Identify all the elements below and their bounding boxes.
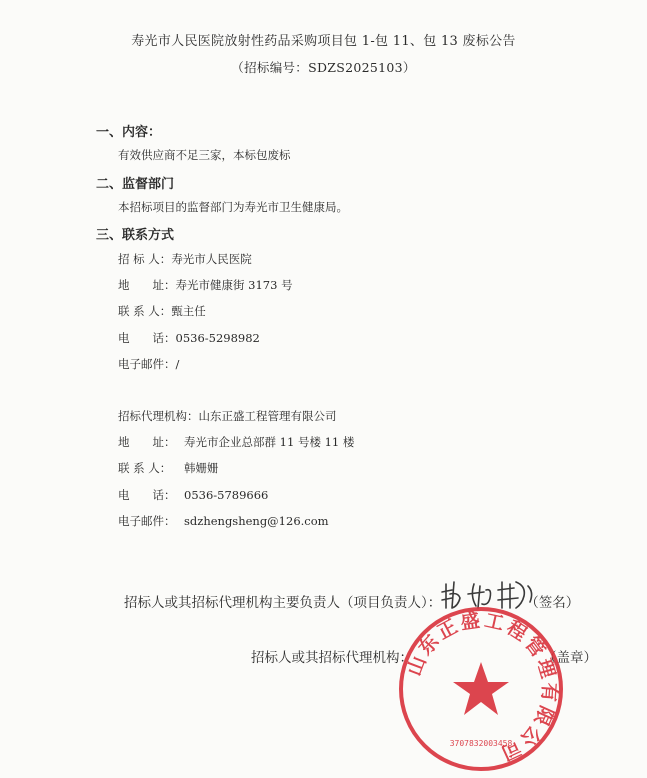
section-contact-heading: 三、联系方式 bbox=[96, 228, 175, 243]
tenderer-contact-label: 联 系 人： bbox=[118, 304, 172, 318]
section-content-text: 有效供应商不足三家，本标包废标 bbox=[118, 148, 291, 162]
section-supervision-heading: 二、监督部门 bbox=[96, 177, 175, 192]
agency-name-row bbox=[118, 408, 337, 424]
signature-org-label: 招标人或其招标代理机构： bbox=[251, 650, 413, 666]
tenderer-contact: 甄主任 bbox=[171, 304, 206, 318]
tenderer-phone-label: 电 话： bbox=[118, 331, 176, 345]
agency-address-row bbox=[118, 434, 354, 450]
agency-phone: 0536-5789666 bbox=[184, 488, 269, 502]
section-content-heading: 一、内容： bbox=[96, 125, 162, 140]
agency-contact-row bbox=[118, 460, 219, 476]
agency-name: 山东正盛工程管理有限公司 bbox=[198, 409, 337, 423]
tenderer-address-row bbox=[118, 277, 293, 293]
tenderer-address-label: 地 址： bbox=[118, 278, 176, 292]
agency-phone-row bbox=[118, 487, 268, 503]
tenderer-phone: 0536-5298982 bbox=[175, 331, 260, 345]
section-supervision-text: 本招标项目的监督部门为寿光市卫生健康局。 bbox=[118, 200, 348, 214]
signature-person-suffix: （签名） bbox=[525, 595, 580, 611]
seal-ring-text: 山东正盛工程管理有限公司 bbox=[403, 609, 561, 766]
tenderer-email-row bbox=[118, 356, 179, 372]
agency-email-row bbox=[118, 513, 329, 529]
document-title: 寿光市人民医院放射性药品采购项目包 1-包 11、包 13 废标公告 bbox=[131, 34, 516, 49]
agency-email-label: 电子邮件： bbox=[118, 514, 176, 528]
agency-name-label: 招标代理机构： bbox=[118, 409, 199, 423]
tenderer-address: 寿光市健康街 3173 号 bbox=[175, 278, 293, 292]
tenderer-contact-row bbox=[118, 303, 206, 319]
agency-phone-label: 电 话： bbox=[118, 488, 176, 502]
tenderer-name: 寿光市人民医院 bbox=[171, 252, 252, 266]
bid-number: （招标编号：SDZS2025103） bbox=[231, 60, 416, 75]
tenderer-name-row bbox=[118, 251, 252, 267]
agency-address: 寿光市企业总部群 11 号楼 11 楼 bbox=[184, 435, 355, 449]
tenderer-name-label: 招 标 人： bbox=[118, 252, 172, 266]
seal-number: 3707832003458 bbox=[449, 739, 513, 748]
agency-address-label: 地 址： bbox=[118, 435, 176, 449]
signature-person-label: 招标人或其招标代理机构主要负责人（项目负责人）： bbox=[124, 595, 442, 611]
agency-contact: 韩姗姗 bbox=[184, 461, 219, 475]
company-seal bbox=[396, 604, 566, 774]
tenderer-email-label: 电子邮件： bbox=[118, 357, 176, 371]
signature-org-suffix: （盖章） bbox=[543, 650, 597, 666]
agency-email: sdzhengsheng@126.com bbox=[184, 514, 329, 528]
tenderer-email: / bbox=[175, 357, 180, 371]
tenderer-phone-row bbox=[118, 330, 260, 346]
agency-contact-label: 联 系 人： bbox=[118, 461, 172, 475]
